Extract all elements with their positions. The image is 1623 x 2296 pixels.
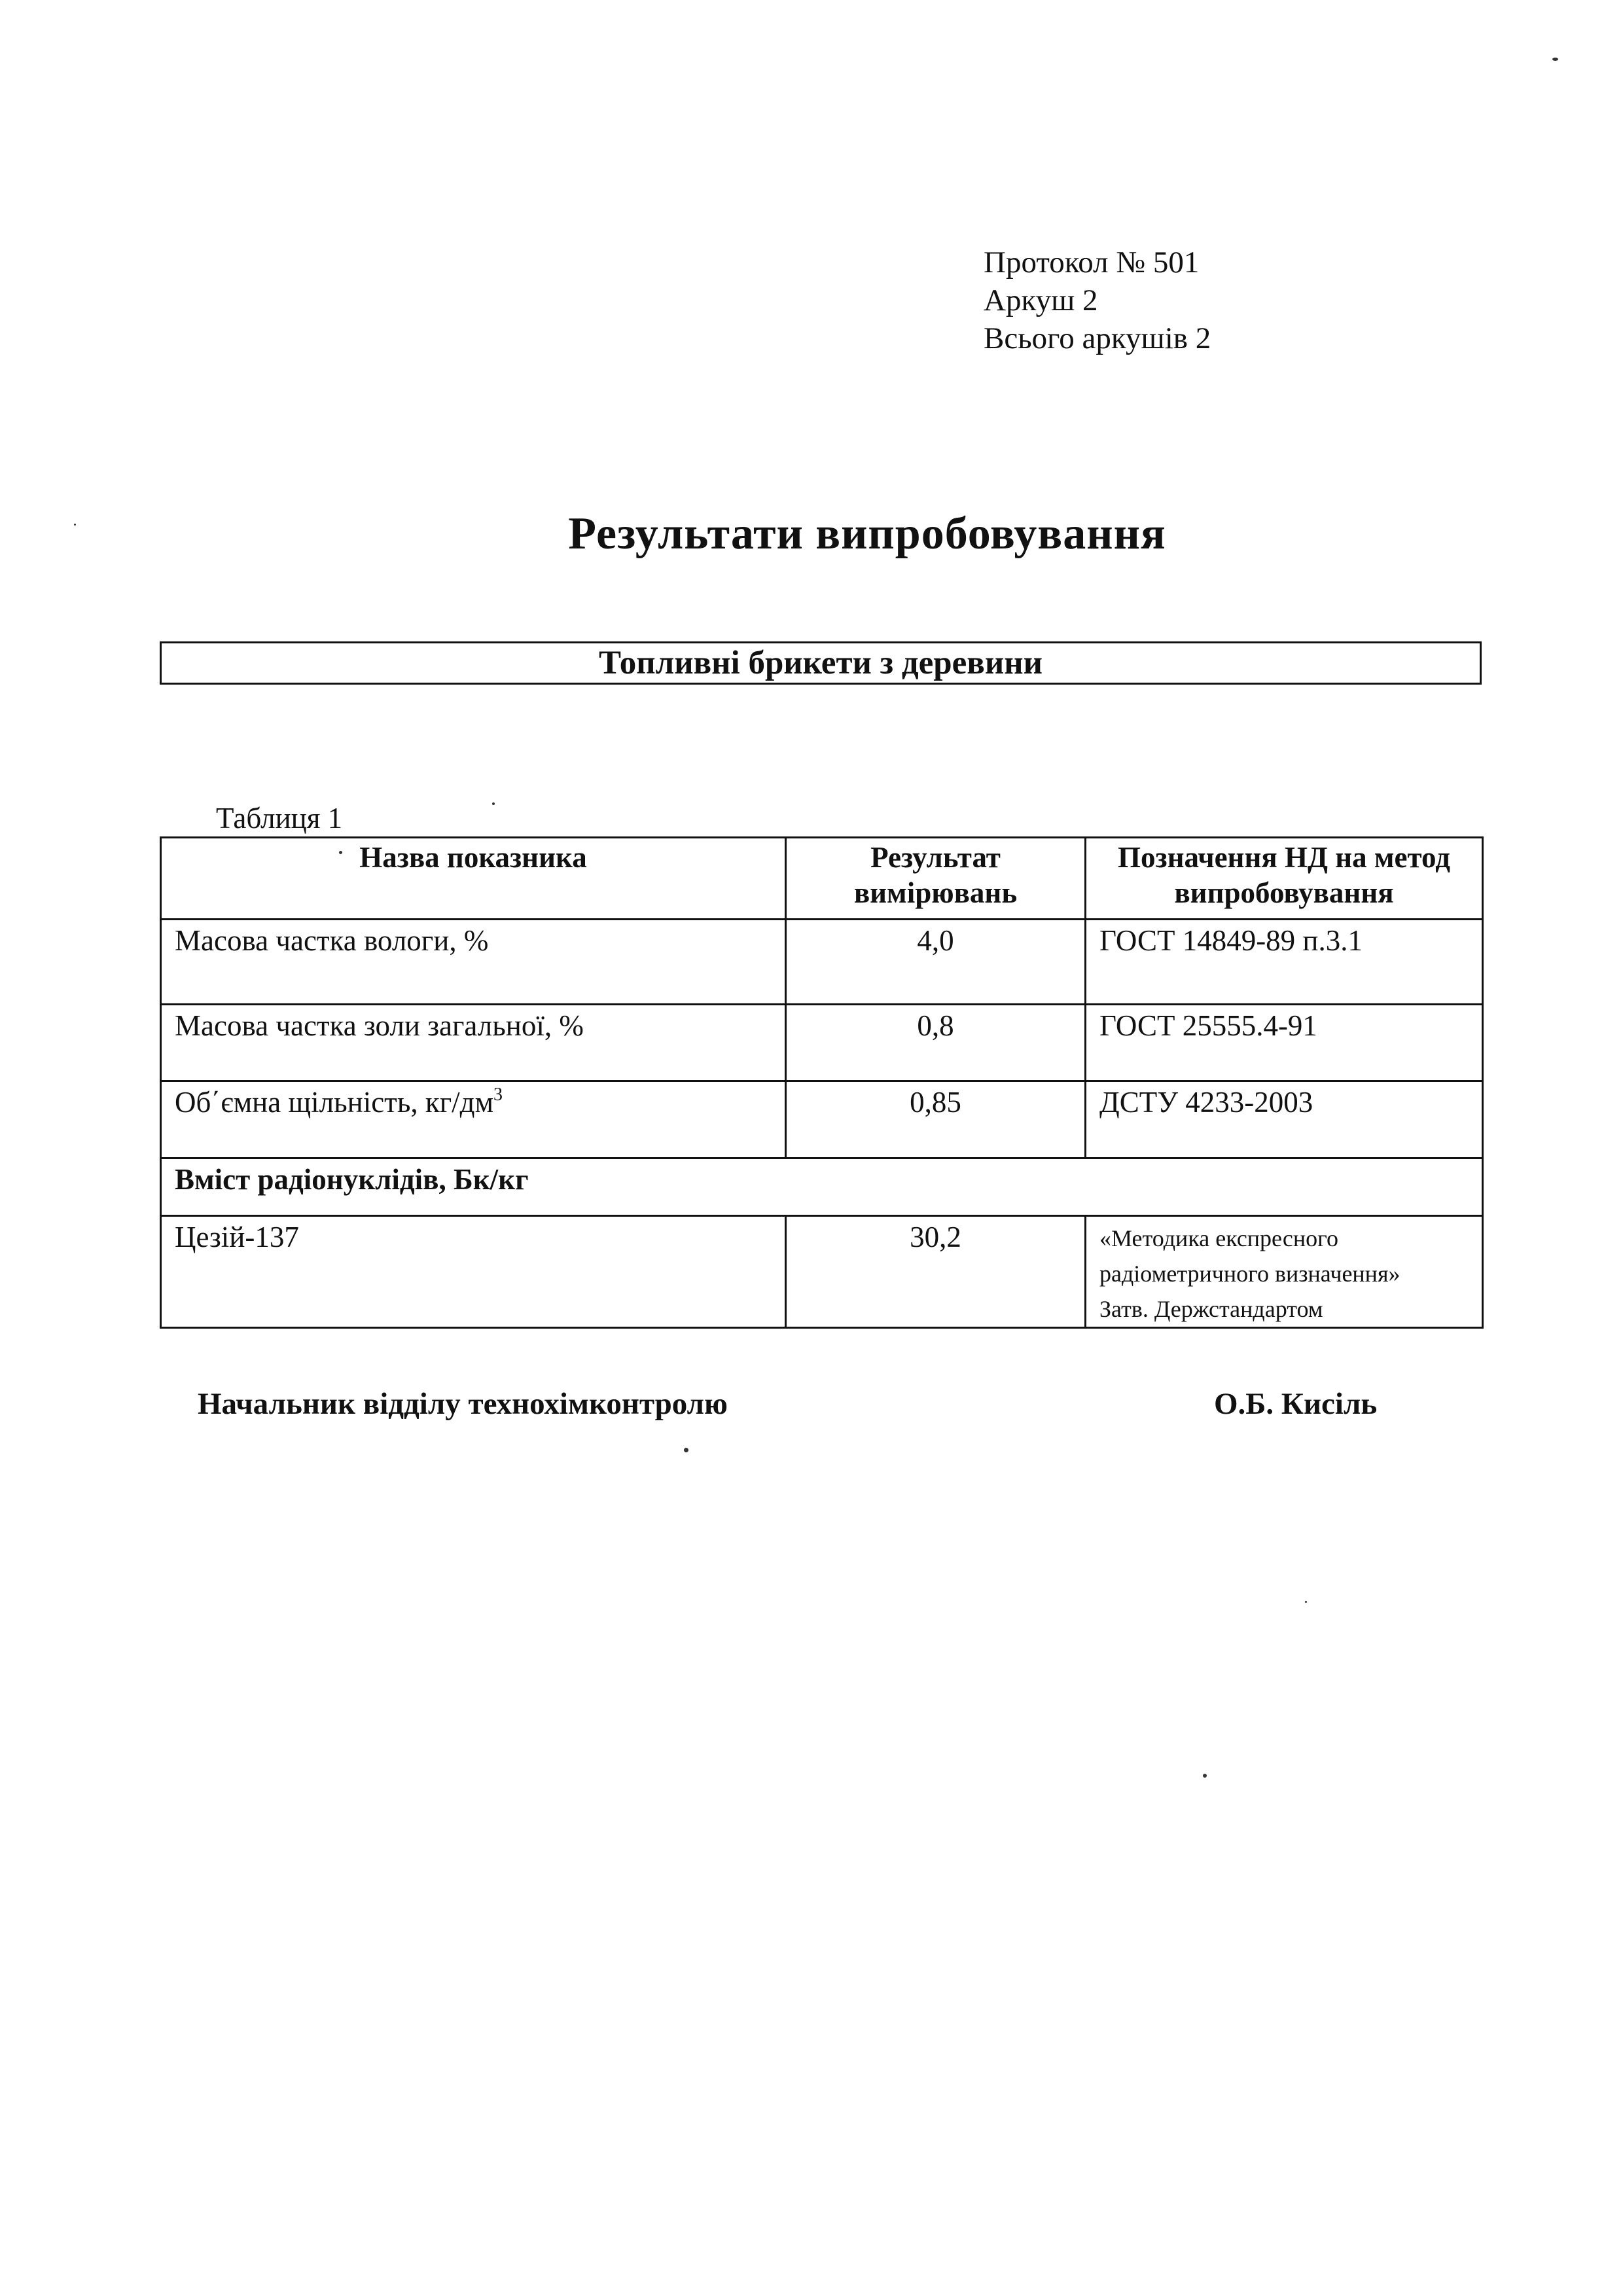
indicator-name: Масова частка золи загальної, % [161,1005,786,1081]
unit-superscript: 3 [493,1085,503,1105]
table-header-row [161,838,1483,920]
indicator-name: Масова частка вологи, % [161,920,786,1005]
sheet-number: Аркуш 2 [984,283,1098,317]
section-row [161,1158,1483,1216]
scan-speck [684,1448,688,1452]
section-title: Вміст радіонуклідів, Бк/кг [161,1158,1483,1216]
scan-speck [1305,1601,1307,1603]
signatory-name: О.Б. Кисіль [1214,1387,1378,1421]
scan-speck [1203,1774,1207,1778]
table-row [161,1216,1483,1328]
method-line: радіометричного визначення» [1099,1261,1400,1287]
scan-speck [492,802,495,805]
document-title: Результати випробовування [568,509,1166,559]
indicator-method: ДСТУ 4233-2003 [1086,1081,1483,1158]
scan-speck [1552,58,1558,61]
header-indicator-name: Назва показника [161,838,786,920]
total-sheets: Всього аркушів 2 [984,321,1211,355]
results-table [160,836,1484,1329]
indicator-name: Об΄ємна щільність, кг/дм [175,1086,494,1119]
signatory-position: Начальник відділу технохімконтролю [198,1387,728,1421]
table-row [161,1005,1483,1081]
table-caption: Таблиця 1 [216,802,343,834]
product-name-box [160,641,1482,685]
scan-speck [74,524,76,526]
table-row [161,920,1483,1005]
header-method: Позначення НД на метод випробовування [1086,838,1483,920]
product-name: Топливні брикети з деревини [598,645,1043,681]
indicator-method: ГОСТ 25555.4-91 [1086,1005,1483,1081]
protocol-header [984,243,1211,357]
indicator-value: 0,8 [786,1005,1086,1081]
indicator-name: Цезій-137 [161,1216,786,1328]
indicator-value: 30,2 [786,1216,1086,1328]
indicator-name-cell [161,1081,786,1158]
scan-speck [339,851,342,854]
header-result: Результат вимірювань [786,838,1086,920]
table-row [161,1081,1483,1158]
indicator-method [1086,1216,1483,1328]
indicator-value: 4,0 [786,920,1086,1005]
indicator-method: ГОСТ 14849-89 п.3.1 [1086,920,1483,1005]
method-line: «Методика експресного [1099,1225,1339,1251]
protocol-number: Протокол № 501 [984,245,1200,279]
indicator-value: 0,85 [786,1081,1086,1158]
method-line: Затв. Держстандартом [1099,1296,1323,1322]
